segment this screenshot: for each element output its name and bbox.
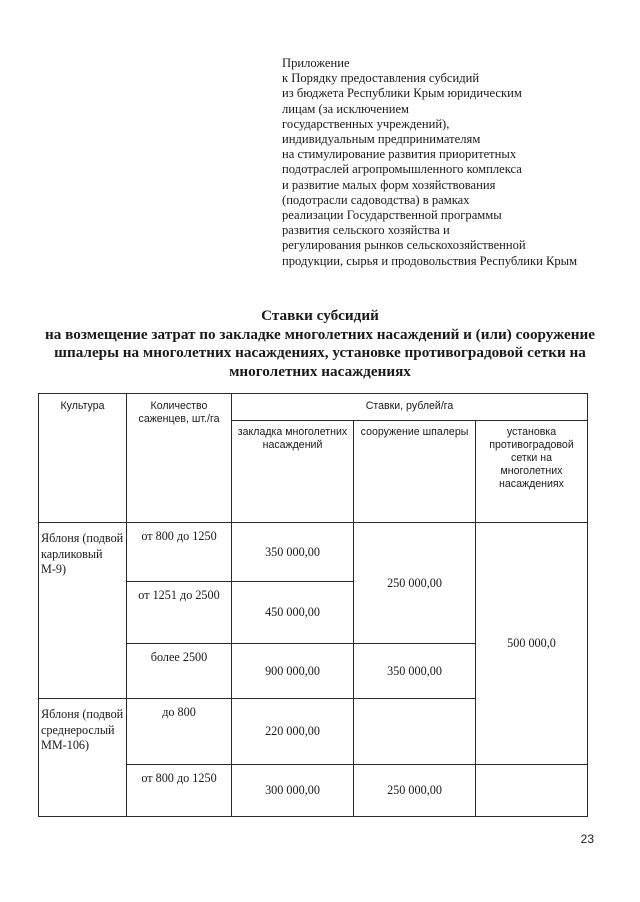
appendix-line: на стимулирование развития приоритетных (282, 147, 517, 162)
subsidy-rates-table (38, 393, 588, 817)
appendix-line: к Порядку предоставления субсидий (282, 71, 480, 86)
trellis-rate-cell: 350 000,00 (354, 644, 476, 699)
page-number: 23 (580, 832, 594, 846)
planting-rate-cell: 300 000,00 (232, 765, 354, 817)
header-quantity: Количество саженцев, шт./га (127, 394, 232, 523)
title-line: многолетних насаждениях (229, 362, 411, 380)
appendix-line: Приложение (282, 56, 350, 70)
appendix-line: государственных учреждений), (282, 116, 450, 131)
title-line: шпалеры на многолетних насаждениях, установке противоградовой сетки на (54, 344, 586, 361)
net-rate-cell: 500 000,0 (476, 523, 588, 765)
appendix-line: лицам (за исключением (282, 101, 410, 116)
document-title (20, 307, 620, 381)
trellis-rate-cell: 250 000,00 (354, 523, 476, 644)
header-culture: Культура (39, 394, 127, 523)
quantity-cell: от 1251 до 2500 (127, 582, 232, 644)
quantity-cell: до 800 (127, 699, 232, 765)
appendix-line: продукции, сырья и продовольствия Республики Крым (282, 253, 578, 268)
header-trellis: сооружение шпалеры (354, 421, 476, 523)
planting-rate-cell: 220 000,00 (232, 699, 354, 765)
header-planting: закладка многолетних насаждений (232, 421, 354, 523)
appendix-line: (подотрасли садоводства) в рамках (282, 192, 470, 207)
appendix-line: регулирования рынков сельскохозяйственной (282, 238, 526, 253)
appendix-line: и развитие малых форм хозяйствования (282, 177, 496, 192)
header-net: установка противоградовой сетки на многолетних насаждениях (476, 421, 588, 523)
appendix-line: реализации Государственной программы (282, 208, 502, 223)
planting-rate-cell: 350 000,00 (232, 523, 354, 582)
appendix-line: из бюджета Республики Крым юридическим (282, 86, 522, 101)
planting-rate-cell: 450 000,00 (232, 582, 354, 644)
planting-rate-cell: 900 000,00 (232, 644, 354, 699)
appendix-block (282, 56, 602, 269)
quantity-cell: более 2500 (127, 644, 232, 699)
title-line: Ставки субсидий (261, 307, 379, 324)
appendix-line: подотраслей агропромышленного комплекса (282, 162, 522, 177)
appendix-line: индивидуальным предпринимателям (282, 132, 481, 147)
quantity-cell: от 800 до 1250 (127, 765, 232, 817)
net-rate-empty-cell (476, 765, 588, 817)
appendix-line: развития сельского хозяйства и (282, 223, 450, 238)
header-rates: Ставки, рублей/га (232, 394, 588, 421)
title-line: на возмещение затрат по закладке многолетних насаждений и (или) сооружение (45, 325, 595, 343)
quantity-cell: от 800 до 1250 (127, 523, 232, 582)
trellis-rate-empty-cell (354, 699, 476, 765)
culture-apple-semidwarf: Яблоня (подвой среднерослый ММ-106) (39, 699, 127, 817)
culture-apple-dwarf: Яблоня (подвой карликовый М-9) (39, 523, 127, 699)
trellis-rate-cell: 250 000,00 (354, 765, 476, 817)
